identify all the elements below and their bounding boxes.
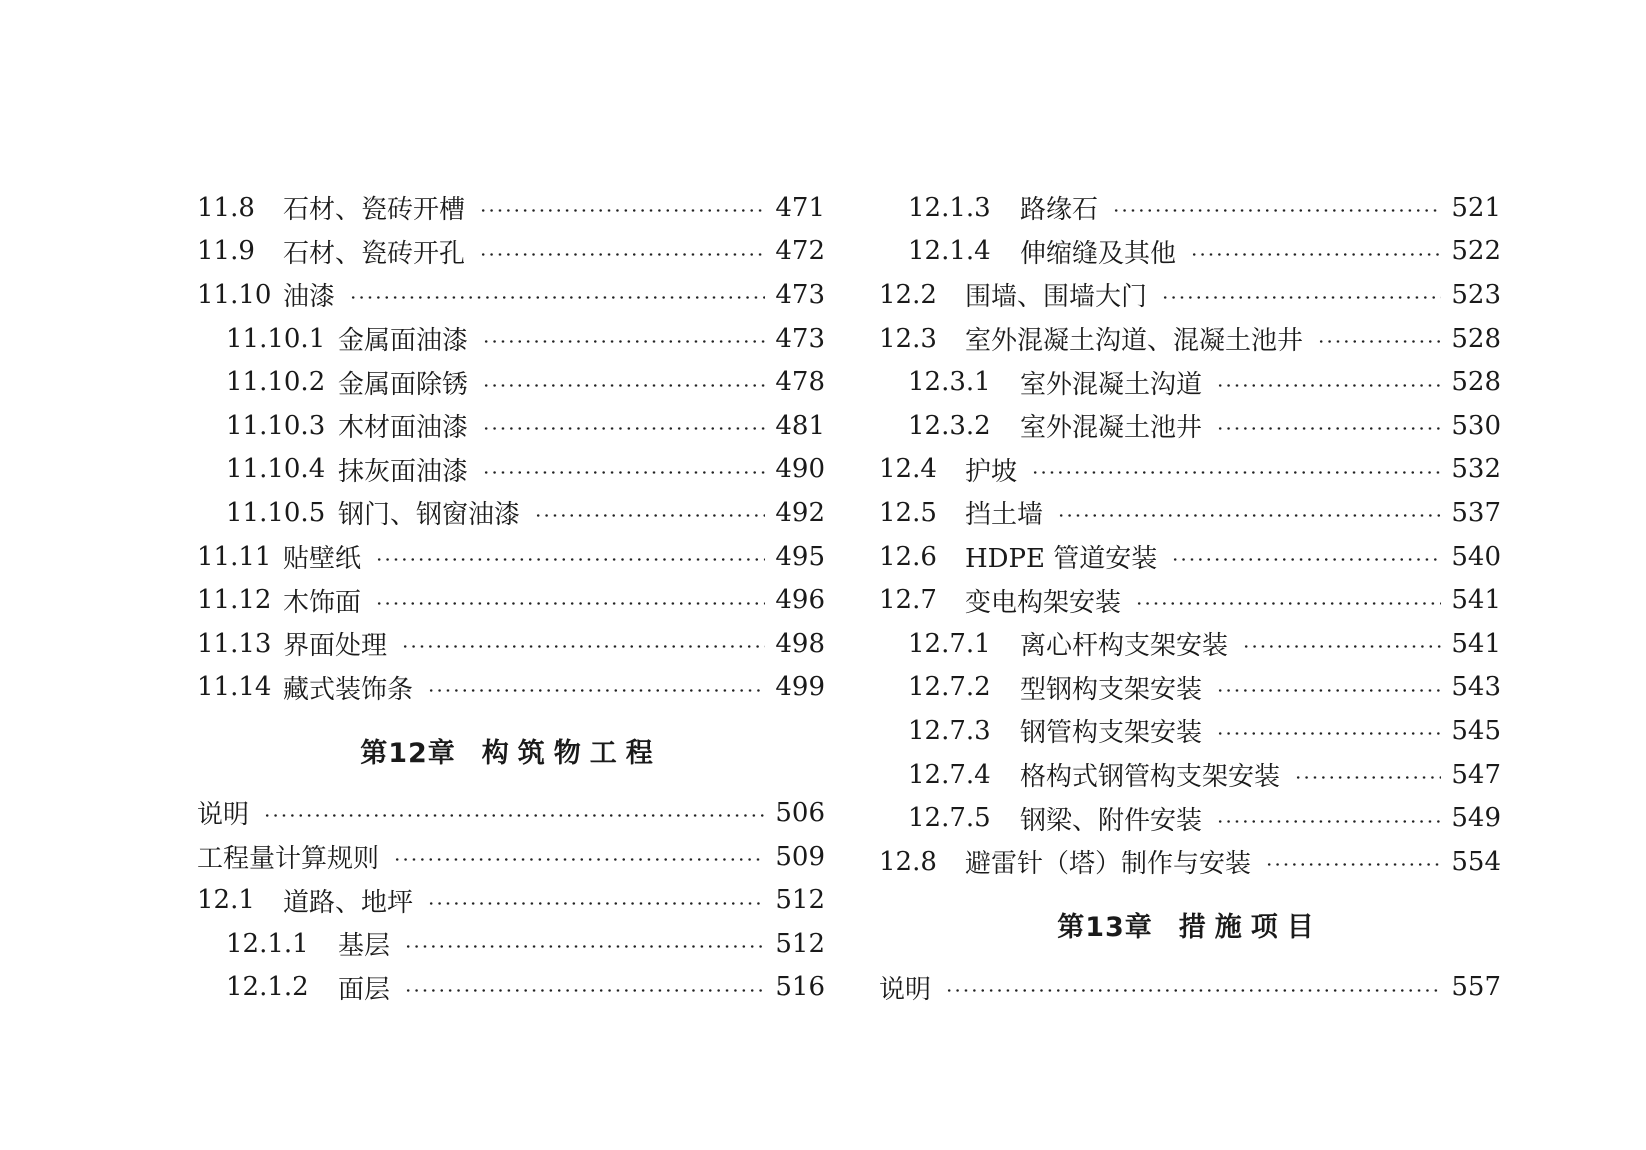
dot-leader [404,989,765,992]
toc-entry-number: 12.6 [879,541,937,572]
toc-entry[interactable] [197,966,825,1010]
toc-entry-page: 512 [775,885,825,916]
toc-entry-title: 抹灰面油漆 [338,456,469,487]
toc-entry-number: 12.2 [879,279,937,310]
toc-entry-title: 室外混凝土沟道 [1020,369,1203,400]
toc-entry-title: 木材面油漆 [338,413,469,444]
toc-entry-title: 藏式装饰条 [283,674,414,705]
dot-leader [349,296,765,299]
toc-entry-number: 12.7.4 [908,759,991,790]
toc-entry-number: 11.14 [197,672,272,703]
toc-entry-page: 530 [1451,410,1501,441]
toc-column-left [197,186,825,1009]
dot-leader [479,253,765,256]
toc-entry-page: 472 [775,236,825,267]
toc-entry-title: 室外混凝土池井 [1020,413,1203,444]
toc-entry-page: 521 [1451,192,1501,223]
toc-entry-page: 471 [775,192,825,223]
toc-entry-page: 481 [775,410,825,441]
dot-leader [1112,209,1441,212]
toc-entry-number: 12.7 [879,585,937,616]
toc-entry-number: 11.10.1 [226,323,326,354]
toc-entry-number: 12.3.1 [908,367,991,398]
toc-entry-title: 变电构架安装 [965,587,1122,618]
toc-entry-number: 11.9 [197,236,255,267]
dot-leader [534,514,765,517]
toc-entry[interactable] [197,666,825,710]
dot-leader [401,645,765,648]
dot-leader [1171,558,1441,561]
toc-entry[interactable] [197,360,825,404]
toc-entry-page: 495 [775,541,825,572]
toc-entry-page: 528 [1451,367,1501,398]
toc-entry-number: 11.13 [197,628,272,659]
dot-leader [375,602,765,605]
toc-entry[interactable] [197,622,825,666]
toc-entry-number: 12.1 [197,885,255,916]
toc-entry-number: 12.8 [879,846,937,877]
toc-entry-number: 12.7.1 [908,628,991,659]
toc-entry-title: 面层 [338,974,391,1005]
dot-leader [1057,514,1441,517]
chapter-label: 第13章 [1057,912,1153,943]
toc-entry-page: 512 [775,928,825,959]
toc-entry[interactable] [879,966,1501,1010]
toc-entry-page: 547 [1451,759,1501,790]
toc-entry[interactable] [879,666,1501,710]
toc-entry-title: 钢梁、附件安装 [1020,805,1203,836]
dot-leader [1161,296,1441,299]
toc-column-right [879,186,1501,1009]
toc-entry-page: 473 [775,279,825,310]
toc-entry[interactable] [197,186,825,230]
toc-entry-title: 油漆 [283,282,336,313]
toc-entry-number: 12.7.3 [908,715,991,746]
toc-entry[interactable] [879,360,1501,404]
chapter-heading [879,884,1501,966]
toc-entry-number: 11.11 [197,541,272,572]
toc-entry-title: 界面处理 [283,631,388,662]
dot-leader [1031,471,1441,474]
toc-entry-title: 避雷针（塔）制作与安装 [965,849,1252,880]
toc-entry[interactable] [197,448,825,492]
dot-leader [1190,253,1441,256]
dot-leader [479,209,765,212]
toc-entry-page: 549 [1451,803,1501,834]
toc-entry-page: 543 [1451,672,1501,703]
toc-entry-title: 贴壁纸 [283,544,362,575]
toc-entry-page: 473 [775,323,825,354]
toc-entry-number: 12.1.1 [226,928,309,959]
chapter-title: 构筑物工程 [481,737,662,769]
toc-entry-title: 路缘石 [1020,195,1099,226]
toc-entry-title: 工程量计算规则 [197,844,380,875]
toc-entry[interactable] [879,448,1501,492]
toc-entry-number: 11.10.3 [226,410,326,441]
toc-entry[interactable] [879,622,1501,666]
toc-entry-number: 12.7.5 [908,803,991,834]
toc-entry[interactable] [879,317,1501,361]
toc-entry[interactable] [879,796,1501,840]
toc-entry-number: 11.10 [197,279,272,310]
toc-entry-page: 490 [775,454,825,485]
toc-entry-number: 12.1.3 [908,192,991,223]
toc-entry[interactable] [879,709,1501,753]
toc-entry[interactable] [879,753,1501,797]
toc-entry-title: 室外混凝土沟道、混凝土池井 [965,326,1304,357]
toc-entry-title: 型钢构支架安装 [1020,674,1203,705]
toc-entry-title: 伸缩缝及其他 [1020,238,1177,269]
toc-entry-number: 12.3 [879,323,937,354]
toc-entry-title: 说明 [197,800,250,831]
toc-entry-page: 516 [775,972,825,1003]
toc-entry-number: 11.10.2 [226,367,326,398]
toc-entry-page: 506 [775,797,825,828]
dot-leader [482,340,765,343]
chapter-label: 第12章 [360,737,456,769]
toc-entry-title: 钢管构支架安装 [1020,718,1203,749]
dot-leader [1294,776,1441,779]
dot-leader [482,384,765,387]
toc-entry[interactable] [197,230,825,274]
toc-entry-title: 基层 [338,931,391,962]
toc-entry[interactable] [197,491,825,535]
toc-entry-page: 545 [1451,715,1501,746]
toc-entry-number: 11.10.4 [226,454,326,485]
toc-entry-number: 12.1.2 [226,972,309,1003]
dot-leader [1216,427,1441,430]
dot-leader [1242,645,1441,648]
toc-entry-title: 金属面油漆 [338,326,469,357]
toc-entry-number: 12.1.4 [908,236,991,267]
toc-entry[interactable] [879,273,1501,317]
toc-entry-page: 528 [1451,323,1501,354]
toc-entry-page: 540 [1451,541,1501,572]
chapter-heading [197,709,825,791]
toc-entry[interactable] [879,404,1501,448]
toc-entry[interactable] [197,878,825,922]
toc-entry[interactable] [197,578,825,622]
toc-entry-number: 11.8 [197,192,255,223]
toc-entry[interactable] [879,840,1501,884]
dot-leader [393,858,765,861]
toc-entry-title: 格构式钢管构支架安装 [1020,762,1281,793]
dot-leader [482,471,765,474]
toc-entry-number: 11.10.5 [226,497,326,528]
toc-entry-title: 围墙、围墙大门 [965,282,1148,313]
toc-entry-title: 金属面除锈 [338,369,469,400]
dot-leader [1216,732,1441,735]
toc-entry[interactable] [879,578,1501,622]
toc-entry-page: 492 [775,497,825,528]
toc-entry-page: 557 [1451,972,1501,1003]
toc-entry-page: 509 [775,841,825,872]
toc-entry-title: 钢门、钢窗油漆 [338,500,521,531]
toc-entry[interactable] [197,317,825,361]
toc-entry-number: 12.3.2 [908,410,991,441]
toc-entry-title: 离心杆构支架安装 [1020,631,1229,662]
toc-entry[interactable] [879,535,1501,579]
toc-entry[interactable] [197,835,825,879]
dot-leader [375,558,765,561]
toc-entry-page: 498 [775,628,825,659]
toc-entry-number: 12.5 [879,497,937,528]
toc-entry-title: HDPE 管道安装 [965,544,1158,575]
toc-entry-title: 木饰面 [283,587,362,618]
dot-leader [1216,820,1441,823]
toc-entry-page: 522 [1451,236,1501,267]
toc-entry-number: 12.7.2 [908,672,991,703]
toc-entry-title: 挡土墙 [965,500,1044,531]
toc-entry-title: 石材、瓷砖开槽 [283,195,466,226]
dot-leader [1317,340,1441,343]
toc-entry-title: 道路、地坪 [283,887,414,918]
chapter-title: 措施项目 [1178,912,1323,943]
dot-leader [427,689,765,692]
dot-leader [1265,863,1441,866]
dot-leader [482,427,765,430]
toc-entry-page: 554 [1451,846,1501,877]
dot-leader [404,945,765,948]
toc-entry-title: 护坡 [965,456,1018,487]
toc-entry[interactable] [197,791,825,835]
toc-entry-page: 499 [775,672,825,703]
toc-entry-page: 541 [1451,585,1501,616]
toc-entry[interactable] [197,922,825,966]
toc-entry-page: 523 [1451,279,1501,310]
toc-entry-page: 532 [1451,454,1501,485]
toc-entry[interactable] [197,404,825,448]
toc-entry[interactable] [879,491,1501,535]
toc-entry-page: 478 [775,367,825,398]
toc-entry[interactable] [197,535,825,579]
dot-leader [1135,602,1441,605]
toc-entry-number: 12.4 [879,454,937,485]
dot-leader [945,989,1441,992]
toc-entry[interactable] [879,230,1501,274]
dot-leader [1216,384,1441,387]
dot-leader [427,902,765,905]
toc-entry-page: 541 [1451,628,1501,659]
toc-entry-page: 496 [775,585,825,616]
toc-entry[interactable] [197,273,825,317]
toc-entry-number: 11.12 [197,585,272,616]
dot-leader [263,814,765,817]
toc-entry-title: 石材、瓷砖开孔 [283,238,466,269]
dot-leader [1216,689,1441,692]
toc-entry[interactable] [879,186,1501,230]
toc-entry-page: 537 [1451,497,1501,528]
toc-entry-title: 说明 [879,974,932,1005]
